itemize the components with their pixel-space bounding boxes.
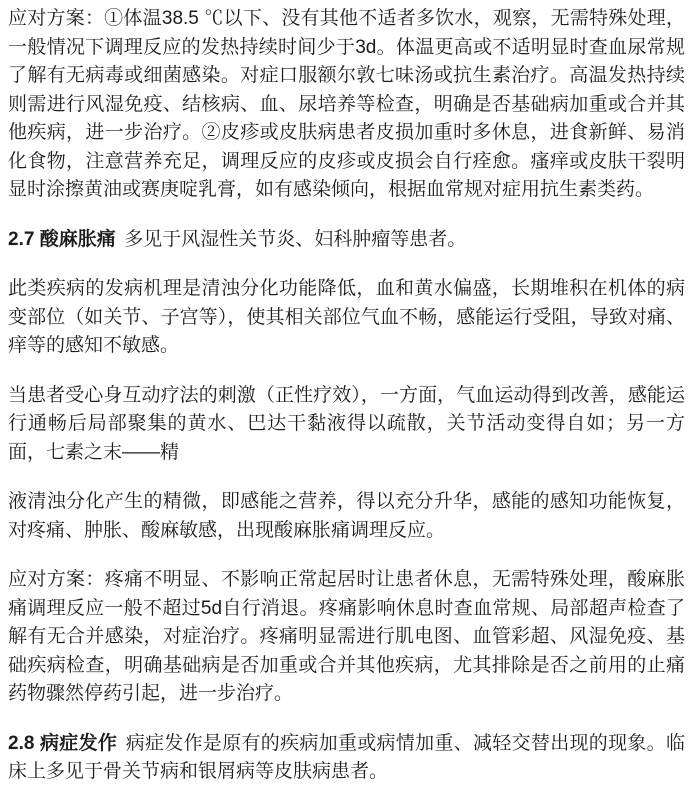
paragraph-pathogenesis (8, 275, 685, 361)
paragraph-pain-response-plan (8, 566, 685, 709)
paragraph-fever-response-plan (8, 5, 685, 205)
paragraph-essence-sublimation (8, 488, 685, 545)
paragraph-text: 液清浊分化产生的精微，即感能之营养，得以充分升华，感能的感知功能恢复，对疼痛、肿胀、酸麻敏感，出现酸麻胀痛调理反应。 (8, 491, 685, 541)
paragraph-text: 此类疾病的发病机理是清浊分化功能降低，血和黄水偏盛，长期堆积在机体的病变部位（如关节、子宫等），使其相关部位气血不畅，感能运行受阻，导致对痛、痒等的感知不敏感。 (8, 278, 685, 356)
section-number-title: 2.7 酸麻胀痛 (8, 228, 116, 250)
paragraph-text: 应对方案：疼痛不明显、不影响正常起居时让患者休息，无需特殊处理，酸麻胀痛调理反应一般不超过5d自行消退。疼痛影响休息时查血常规、局部超声检查了解有无合并感染，对症治疗。疼痛明显需进行肌电图、血管彩超、风湿免疫、基础疾病检查，明确基础病是否加重或合并其他疾病，尤其排除是否之前用的止痛药物骤然停药引起，进一步治疗。 (8, 569, 685, 704)
section-heading-text: 多见于风湿性关节炎、妇科肿瘤等患者。 (124, 228, 467, 250)
section-number-title: 2.8 病症发作 (8, 732, 118, 754)
paragraph-therapy-effect (8, 382, 685, 468)
paragraph-text: 当患者受心身互动疗法的刺激（正性疗效），一方面，气血运动得到改善，感能运行通畅后局部聚集的黄水、巴达干黏液得以疏散，关节活动变得自如；另一方面，七素之末——精 (8, 384, 685, 463)
section-heading-2-7 (8, 226, 685, 255)
section-heading-2-8 (8, 730, 685, 787)
paragraph-text: 应对方案：①体温38.5 ℃以下、没有其他不适者多饮水，观察，无需特殊处理，一般情况下调理反应的发热持续时间少于3d。体温更高或不适明显时查血尿常规了解有无病毒或细菌感染。对症口服额尔敦七味汤或抗生素治疗。高温发热持续则需进行风湿免疫、结核病、血、尿培养等检查，明确是否基础病加重或合并其他疾病，进一步治疗。②皮疹或皮肤病患者皮损加重时多休息，进食新鲜、易消化食物，注意营养充足，调理反应的皮疹或皮损会自行痊愈。瘙痒或皮肤干裂明显时涂擦黄油或赛庚啶乳膏，如有感染倾向，根据血常规对症用抗生素类药。 (8, 8, 685, 200)
section-heading-text: 病症发作是原有的疾病加重或病情加重、减轻交替出现的现象。临床上多见于骨关节病和银屑病等皮肤病患者。 (8, 732, 685, 782)
